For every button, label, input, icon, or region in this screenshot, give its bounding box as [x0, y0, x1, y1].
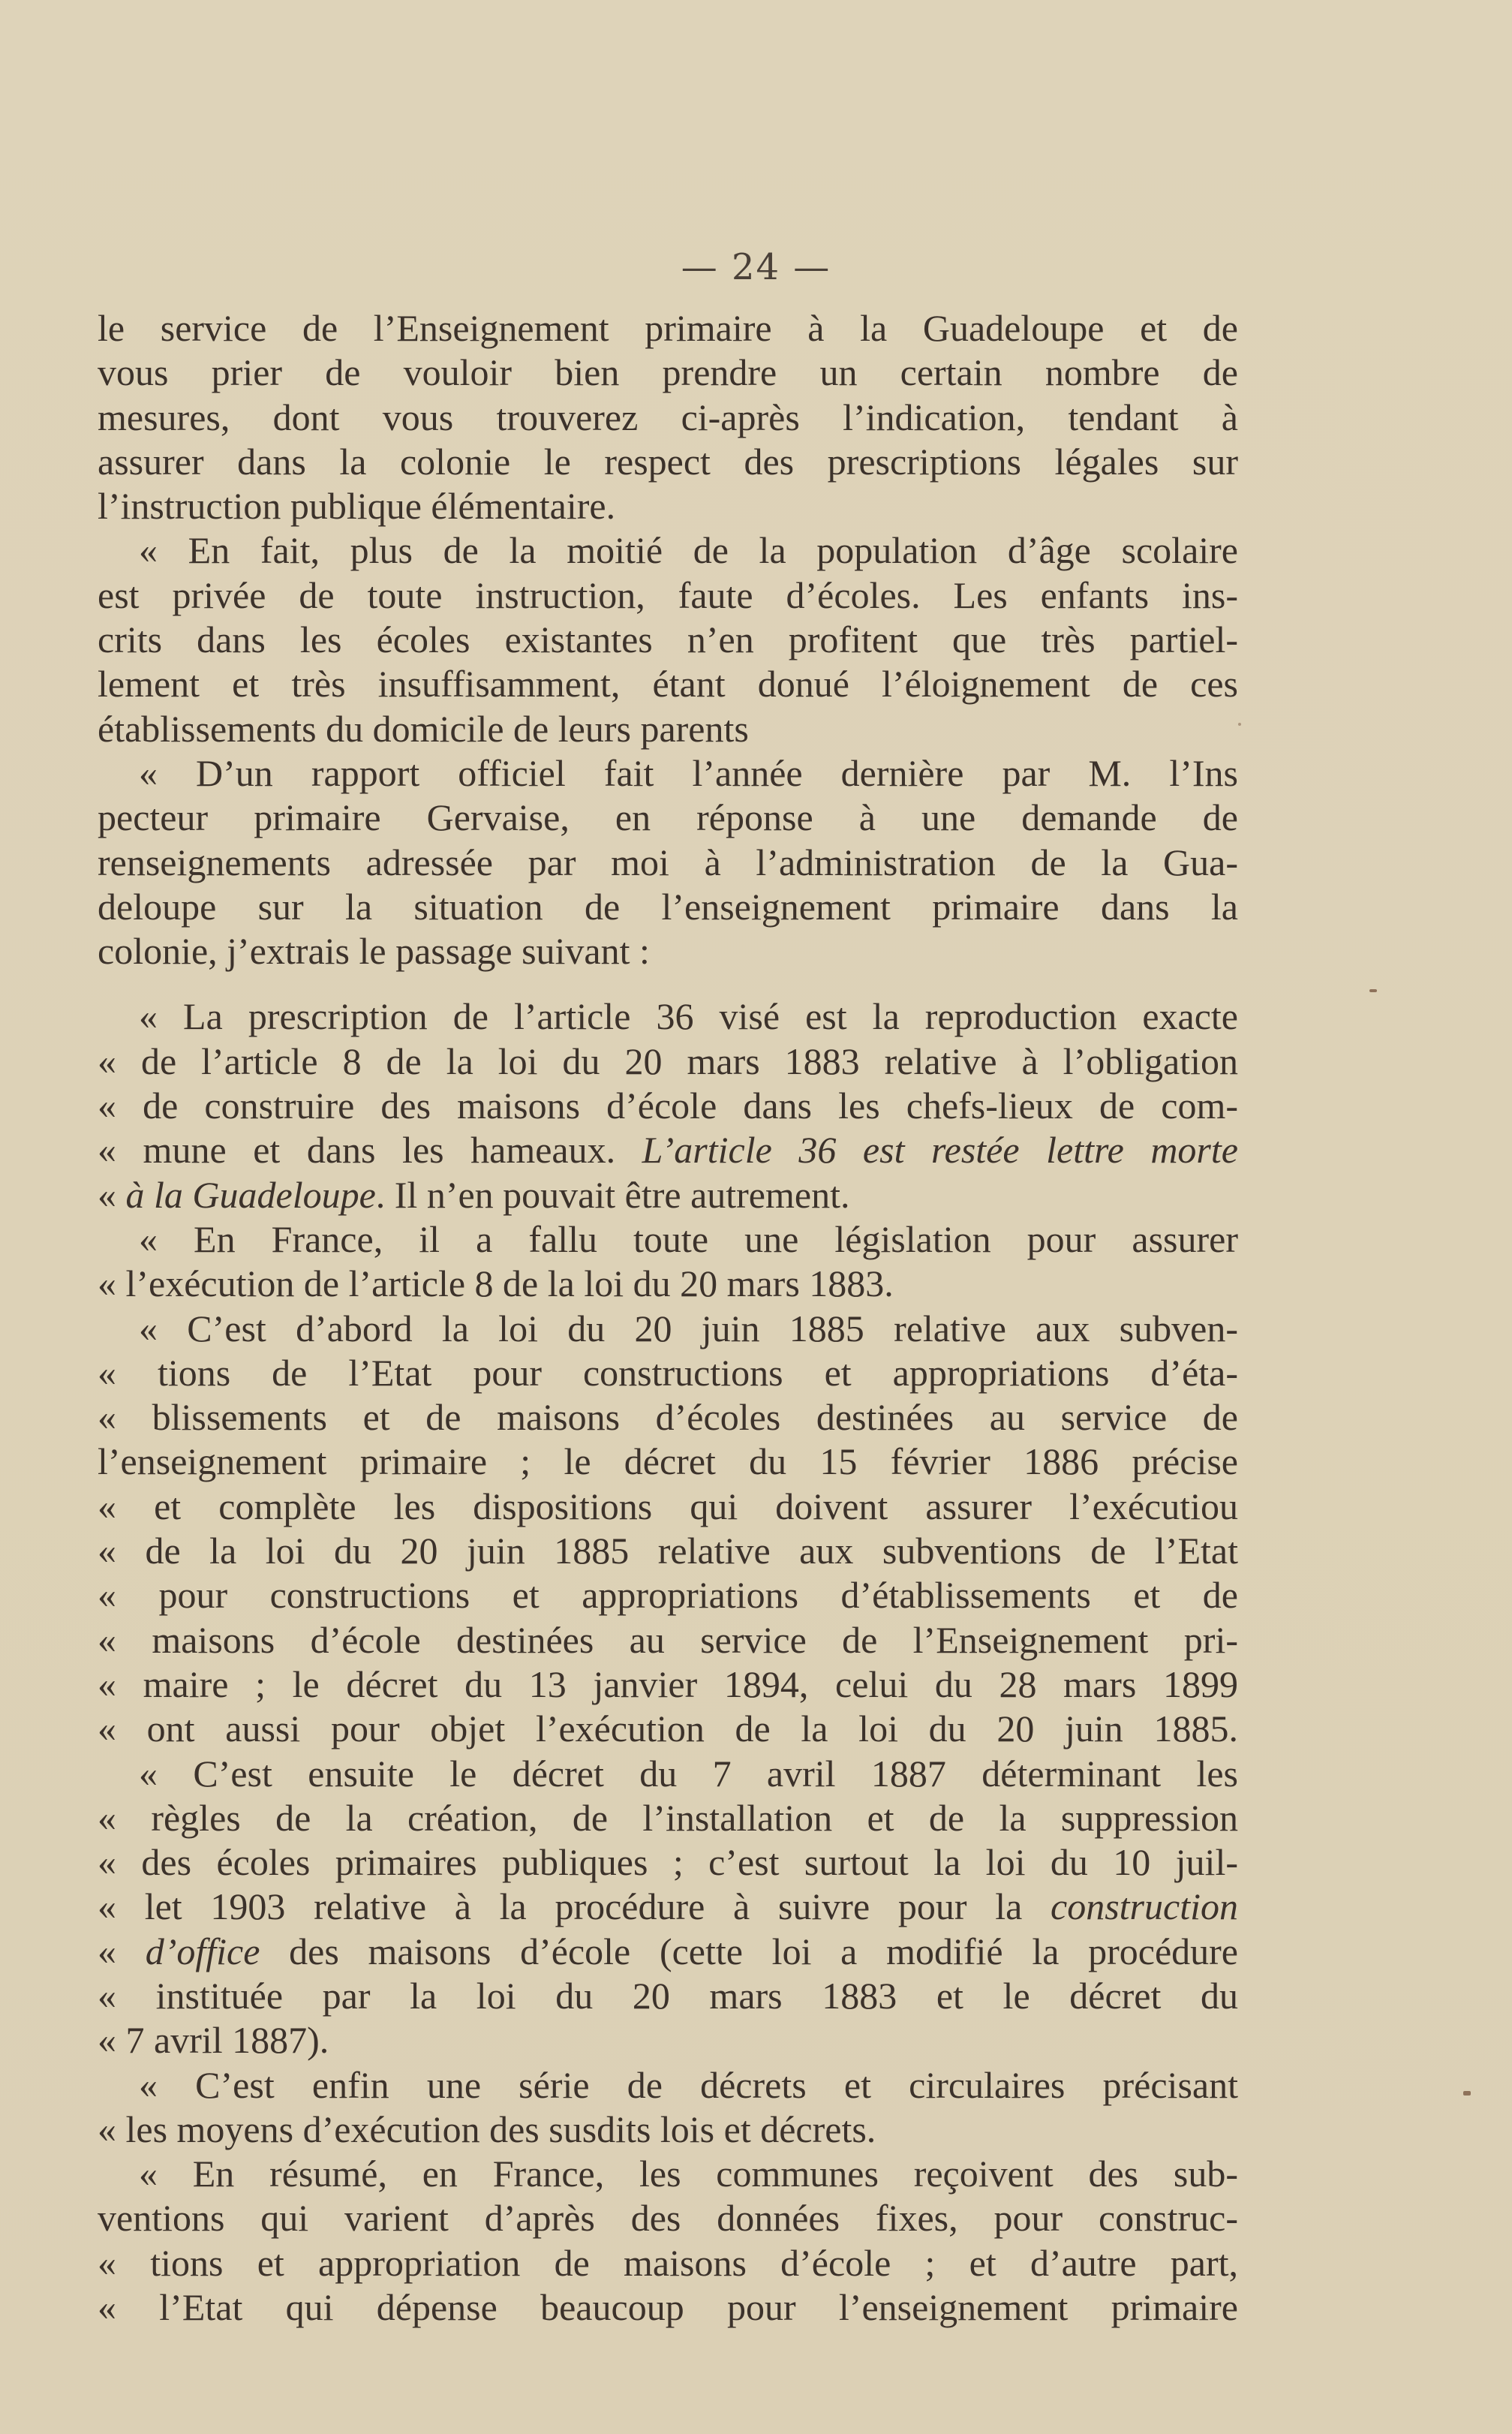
- text-line: « let 1903 relative à la procédure à suivre pour la construction: [98, 1885, 1238, 1928]
- text-line: l’enseignement primaire ; le décret du 15 février 1886 précise: [98, 1440, 1238, 1483]
- text-line: « à la Guadeloupe. Il n’en pouvait être autrement.: [98, 1173, 850, 1216]
- text-line: « l’Etat qui dépense beaucoup pour l’enseignement primaire: [98, 2286, 1238, 2329]
- text-line: « C’est enfin une série de décrets et circulaires précisant: [139, 2063, 1238, 2106]
- text-line: « de construire des maisons d’école dans les chefs-lieux de com-: [98, 1085, 1238, 1127]
- text-line: renseignements adressée par moi à l’administration de la Gua-: [98, 841, 1238, 883]
- text-line: colonie, j’extrais le passage suivant :: [98, 930, 650, 973]
- text-line: deloupe sur la situation de l’enseignement primaire dans la: [98, 885, 1238, 928]
- text-line: « tions de l’Etat pour constructions et appropriations d’éta-: [98, 1351, 1238, 1394]
- text-line: « règles de la création, de l’installation et de la suppression: [98, 1796, 1238, 1839]
- text-line: est privée de toute instruction, faute d’écoles. Les enfants ins-: [98, 573, 1238, 616]
- text-line: vous prier de vouloir bien prendre un certain nombre de: [98, 351, 1238, 394]
- text-line: « de la loi du 20 juin 1885 relative aux subventions de l’Etat: [98, 1530, 1238, 1572]
- text-line: le service de l’Enseignement primaire à la Guadeloupe et de: [98, 307, 1238, 349]
- text-line: « blissements et de maisons d’écoles destinées au service de: [98, 1396, 1238, 1439]
- italic-emphasis: d’office: [145, 1930, 260, 1972]
- text-line: « La prescription de l’article 36 visé est la reproduction exacte: [139, 995, 1238, 1038]
- text-line: « maire ; le décret du 13 janvier 1894, celui du 28 mars 1899: [98, 1662, 1238, 1705]
- text-line: « l’exécution de l’article 8 de la loi du 20 mars 1883.: [98, 1262, 894, 1305]
- text-line: « maisons d’école destinées au service de l’Enseignement pri-: [98, 1618, 1238, 1661]
- text-line: « des écoles primaires publiques ; c’est surtout la loi du 10 juil-: [98, 1841, 1238, 1884]
- italic-emphasis: L’article 36 est restée lettre morte: [615, 1129, 1238, 1172]
- text-line: « D’un rapport officiel fait l’année dernière par M. l’Ins: [139, 751, 1238, 794]
- text-line: l’instruction publique élémentaire.: [98, 485, 616, 528]
- text-line: « pour constructions et appropriations d’établissements et de: [98, 1574, 1238, 1617]
- text-line: « C’est ensuite le décret du 7 avril 1887 déterminant les: [139, 1752, 1238, 1795]
- text-line: « d’office des maisons d’école (cette loi a modifié la procédure: [98, 1930, 1238, 1972]
- text-line: établissements du domicile de leurs parents: [98, 707, 749, 750]
- text-line: « C’est d’abord la loi du 20 juin 1885 relative aux subven-: [139, 1307, 1238, 1349]
- text-line: « et complète les dispositions qui doivent assurer l’exécutiou: [98, 1485, 1238, 1527]
- text-line: « tions et appropriation de maisons d’école ; et d’autre part,: [98, 2241, 1238, 2284]
- text-line: crits dans les écoles existantes n’en profitent que très partiel-: [98, 618, 1238, 661]
- text-line: « les moyens d’exécution des susdits lois et décrets.: [98, 2108, 876, 2150]
- text-line: lement et très insuffisamment, étant donué l’éloignement de ces: [98, 663, 1238, 706]
- text-line: « de l’article 8 de la loi du 20 mars 1883 relative à l’obligation: [98, 1039, 1238, 1082]
- paper-speck: [1369, 989, 1377, 992]
- text-line: pecteur primaire Gervaise, en réponse à une demande de: [98, 796, 1238, 839]
- text-line: « En fait, plus de la moitié de la population d’âge scolaire: [139, 529, 1238, 572]
- text-line: ventions qui varient d’après des données fixes, pour construc-: [98, 2197, 1238, 2240]
- body-text: [98, 306, 1238, 2330]
- text-line: « mune et dans les hameaux. L’article 36 est restée lettre morte: [98, 1129, 1238, 1172]
- text-line: mesures, dont vous trouverez ci-après l’indication, tendant à: [98, 396, 1238, 438]
- text-line: « ont aussi pour objet l’exécution de la loi du 20 juin 1885.: [98, 1707, 1238, 1750]
- paper-speck: [1463, 2091, 1471, 2096]
- page-number: — 24 —: [681, 246, 831, 288]
- text-line: « 7 avril 1887).: [98, 2019, 329, 2062]
- text-line: « En France, il a fallu toute une législation pour assurer: [139, 1217, 1238, 1260]
- text-line: assurer dans la colonie le respect des prescriptions légales sur: [98, 440, 1238, 483]
- paper-speck: [1238, 723, 1241, 726]
- italic-emphasis: construction: [1022, 1885, 1238, 1928]
- text-line: « En résumé, en France, les communes reçoivent des sub-: [139, 2153, 1238, 2195]
- italic-emphasis: à la Guadeloupe: [125, 1173, 376, 1216]
- text-line: « instituée par la loi du 20 mars 1883 et le décret du: [98, 1974, 1238, 2017]
